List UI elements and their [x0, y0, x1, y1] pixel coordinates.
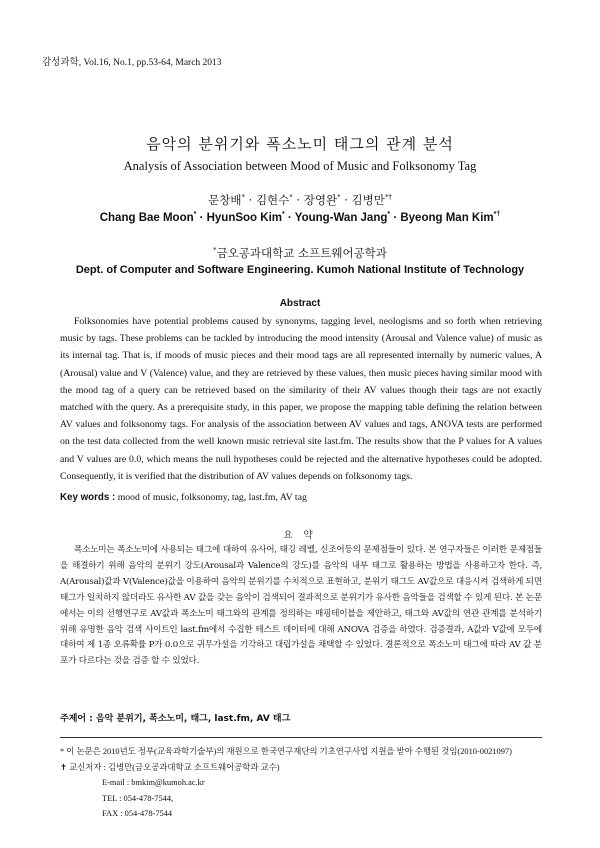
footnote-email: E-mail : bmkim@kumoh.ac.kr — [102, 778, 205, 787]
korean-keywords-line — [60, 711, 542, 724]
author-separator: · — [196, 212, 207, 224]
footnote-fax: FAX : 054-478-7544 — [102, 809, 173, 818]
author-name: 김현수 — [255, 193, 290, 207]
author-separator: · — [284, 212, 295, 224]
author-name: Byeong Man Kim — [400, 212, 494, 224]
author-separator: · — [340, 193, 352, 207]
authors-korean — [0, 192, 600, 208]
keywords-line — [60, 492, 542, 503]
author-name: 장영완 — [303, 193, 338, 207]
footnotes — [60, 744, 542, 822]
author-name: Young-Wan Jang — [294, 212, 388, 224]
author-name: HyunSoo Kim — [206, 212, 282, 224]
footnote-corresponding-author: ✝ 교신저자 : 김병만(금오공과대학교 소프트웨어공학과 교수) — [60, 762, 280, 772]
authors-english — [0, 212, 600, 224]
korean-abstract-heading: 요 약 — [283, 530, 317, 541]
author-name: Chang Bae Moon — [99, 212, 194, 224]
author-separator: · — [244, 193, 256, 207]
affiliation-korean — [0, 245, 600, 261]
running-head: 감성과학, Vol.16, No.1, pp.53-64, March 2013 — [42, 58, 222, 68]
affiliation-english: Dept. of Computer and Software Engineering. Kumoh National Institute of Technology — [75, 264, 525, 276]
author-mark: * — [387, 211, 391, 219]
author-separator: · — [292, 193, 304, 207]
footnote-funding: * 이 논문은 2010년도 정부(교육과학기술부)의 재원으로 한국연구재단의 기초연구사업 지원을 받아 수행된 것임(2010-0021097) — [60, 747, 512, 756]
title-korean: 음악의 분위기와 폭소노미 태그의 관계 분석 — [146, 135, 454, 153]
abstract-heading: Abstract — [279, 298, 321, 309]
author-separator: · — [390, 212, 401, 224]
abstract-text: Folksonomies have potential problems caused by synonyms, tagging level, neologisms and so forth when retrieving music by tags. These problems can be tackled by introducing the mood intensity (Arousal and Valence value) of music as its internal tag. That is, if moods of music pieces and their mood tags are all represented internally by numeric values, A (Arousal) value and V (Valence) value, and they are retrieved by these values, then music pieces having similar mood with the mood tag of a query can be retrieved based on the similarity of their AV values though their tags are not exactly matched with the query. As a prerequisite study, in this paper, we propose the mapping table defining the relation between AV values and folksonomy tags. For analysis of the association between AV values and tags, ANOVA tests are performed on the test data collected from the well known music retrieval site last.fm. The results show that the P values for A values and V values are 0.0, which means the null hypotheses could be rejected and the alternative hypotheses could be adopted. Consequently, it is verified that the distribution of AV values depends on folksonomy tags. — [60, 316, 542, 482]
korean-keywords-label: 주제어 : — [60, 714, 93, 724]
author-mark: * — [337, 193, 341, 202]
author-mark: *† — [384, 193, 392, 202]
korean-keywords-text: 음악 분위기, 폭소노미, 태그, last.fm, AV 태그 — [95, 714, 291, 724]
korean-abstract-text: 폭소노미는 폭소노미에 사용되는 태그에 대하여 유사어, 태깅 레벨, 신조어등의 문제점들이 있다. 본 연구자들은 이러한 문제점들을 해결하기 위해 음악의 분위기 강도(Arousal과 Valence의 강도)를 음악의 내부 태그로 활용하는 방법을 사용하고자 한다. 즉, A(Arousal)값과 V(Valence)값을 이용하여 음악의 분위기를 수치적으로 표현하고, 분위기 태그도 AV값으로 대응시켜 검색하게 되면 태그가 일치하지 않더라도 유사한 AV 값을 갖는 음악이 검색되어 결과적으로 분위기가 유사한 음악들을 검색할 수 있게 된다. 본 논문에서는 이의 선행연구로 AV값과 폭소노미 태그와의 관계를 정의하는 매핑테이블을 제안하고, 태그와 AV값의 연관 관계를 분석하기 위해 유명한 음악 검색 사이트인 last.fm에서 수집한 테스트 데이터에 대해 ANOVA 검증을 하였다. 검증결과, A값과 V값에 모두에 대하여 제 1종 오류확률 P가 0.0으로 귀무가설을 기각하고 대립가설을 채택할 수 있었다. 결론적으로 폭소노미 태그에 따라 AV 값 분포가 다르다는 것을 검증 할 수 있었다. — [60, 545, 542, 667]
author-mark: * — [289, 193, 293, 202]
title-english: Analysis of Association between Mood of Music and Folksonomy Tag — [123, 159, 477, 173]
keywords-text: mood of music, folksonomy, tag, last.fm, AV tag — [117, 492, 307, 503]
author-name: 김병만 — [351, 193, 385, 207]
author-mark: * — [193, 211, 197, 219]
affiliation-korean-text: 금오공과대학교 소프트웨어공학과 — [216, 246, 387, 260]
footnote-divider — [60, 737, 542, 738]
author-mark: *† — [493, 211, 501, 219]
keywords-label: Key words : — [60, 492, 116, 503]
affiliation-mark: * — [213, 246, 217, 255]
author-name: 문창배 — [208, 193, 242, 207]
footnote-tel: TEL : 054-478-7544, — [102, 793, 174, 803]
author-mark: * — [282, 211, 285, 219]
author-mark: * — [241, 193, 245, 202]
